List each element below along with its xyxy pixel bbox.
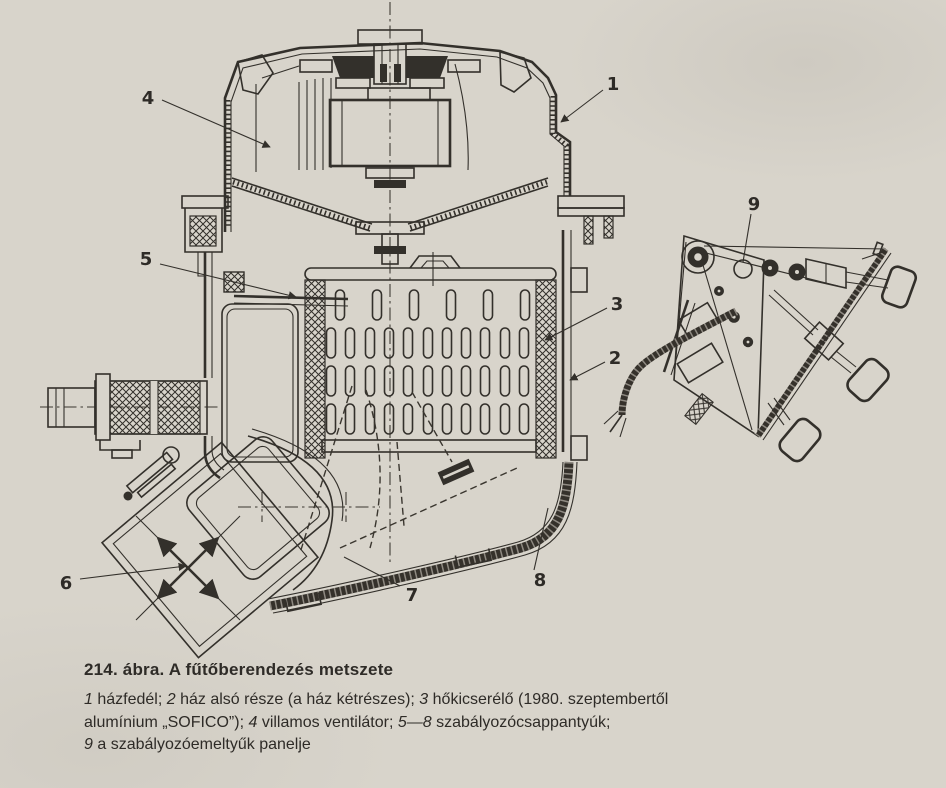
small-flap <box>438 459 475 486</box>
regulator-flap-5 <box>224 272 348 306</box>
caption-part: 2 <box>166 691 176 708</box>
caption-title: 214. ábra. A fűtőberendezés metszete <box>84 660 394 679</box>
lever-panel-diagram <box>604 236 918 464</box>
caption-line-1 <box>84 689 914 712</box>
diagonal-lever-bar <box>758 249 891 440</box>
caption-line-3 <box>84 734 914 757</box>
callout-2-leader <box>570 362 605 380</box>
callout-1-leader <box>561 90 603 122</box>
callout-4-leader <box>162 100 270 147</box>
rubber-mount-left <box>332 56 374 78</box>
caption-part: 4 <box>248 713 258 731</box>
caption-part: hőkicserélő (1980. szeptembertől <box>428 691 669 708</box>
motor-body <box>330 100 450 166</box>
caption-part: 1 <box>84 691 93 708</box>
caption-part: házfedél; <box>92 691 167 708</box>
callout-5: 5 <box>139 249 153 270</box>
cable-lever <box>604 300 736 437</box>
caption-part: alumínium „SOFICO”); <box>84 713 249 731</box>
exchanger-left-bar <box>305 280 325 458</box>
airflow-star-symbol <box>136 516 240 620</box>
lever-knob <box>776 416 823 465</box>
caption-part: ház alsó része (a ház kétrészes); <box>175 691 420 708</box>
rubber-mount-right <box>406 56 448 78</box>
figure-caption <box>84 660 914 757</box>
caption-part: villamos ventilátor; <box>257 713 398 731</box>
callouts <box>60 74 761 606</box>
caption-part: 9 <box>84 736 93 753</box>
cover-right-ear <box>500 52 531 92</box>
bottom-wall <box>268 462 577 613</box>
heat-exchanger <box>305 256 556 458</box>
callout-2: 2 <box>608 348 622 369</box>
caption-part: 5—8 <box>397 713 432 731</box>
pivot <box>682 241 714 273</box>
cover-right-wall-texture <box>553 96 567 194</box>
caption-line-2 <box>84 712 914 735</box>
callout-3: 3 <box>610 294 624 315</box>
caption-part: 3 <box>419 691 429 708</box>
callout-4: 4 <box>141 88 155 109</box>
caption-part: szabályozócsappantyúk; <box>431 713 611 731</box>
water-pipe <box>40 374 218 458</box>
callout-8: 8 <box>533 570 547 591</box>
heat-exchanger-slots <box>327 290 530 434</box>
duct-flange <box>127 452 178 499</box>
callout-6: 6 <box>59 573 73 594</box>
callout-7: 7 <box>405 585 419 606</box>
top-lever <box>806 242 918 309</box>
fan-scroll-curve <box>455 64 468 170</box>
middle-lever <box>769 290 892 404</box>
pipe-clamp <box>96 374 110 440</box>
mounting-bracket-right <box>558 196 624 244</box>
left-compartment <box>222 304 298 462</box>
exchanger-right-bar <box>536 280 556 458</box>
fan-shroud-ribs <box>256 64 468 172</box>
flap-position-lines <box>300 386 517 553</box>
lever-knob <box>880 265 917 310</box>
callout-1: 1 <box>606 74 620 95</box>
caption-part: a szabályozóemeltyűk panelje <box>92 736 311 753</box>
callout-9: 9 <box>747 194 761 215</box>
